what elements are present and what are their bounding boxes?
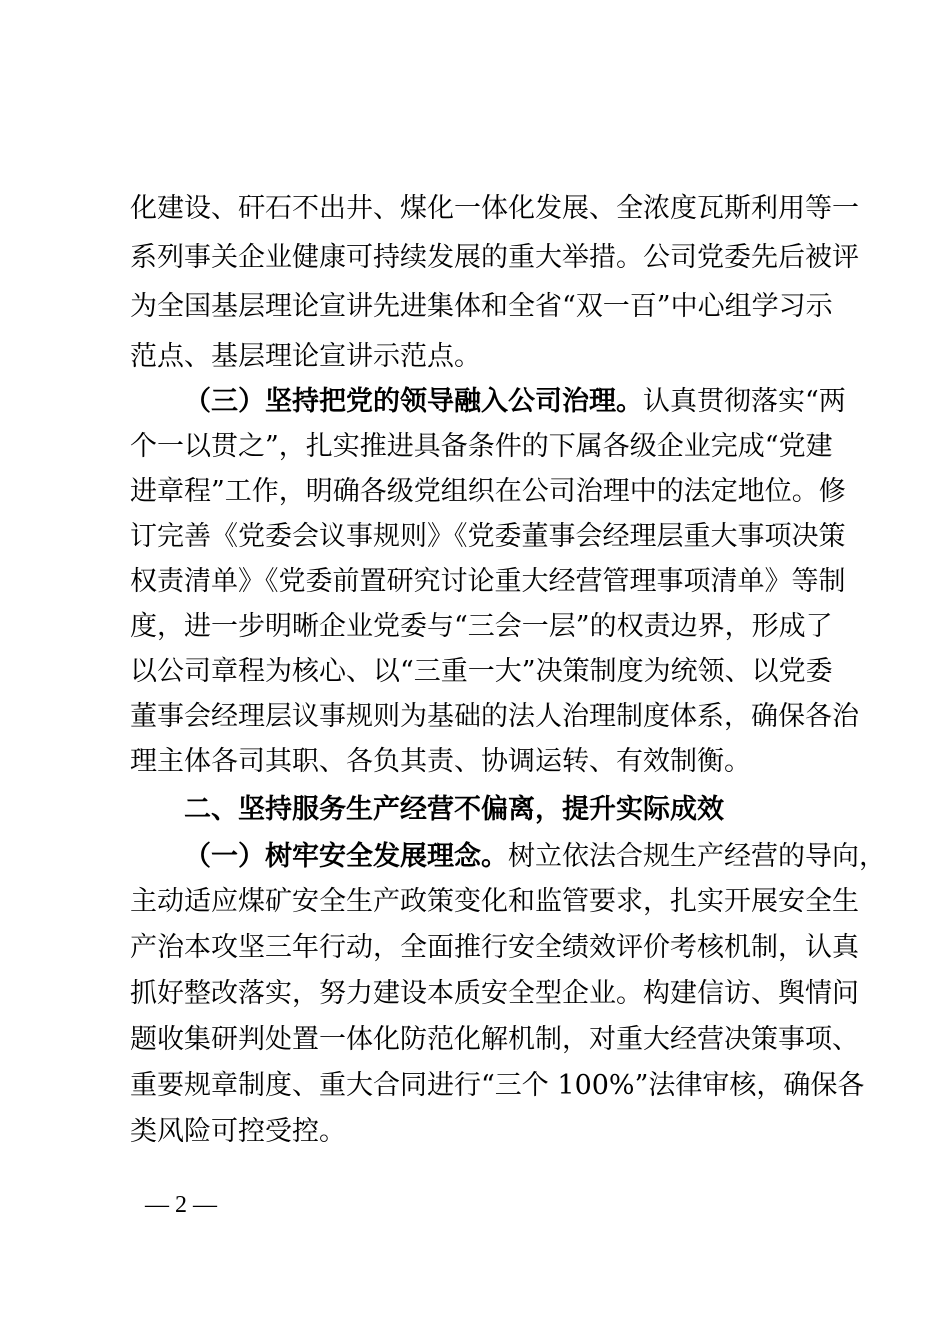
paragraph-line: 题收集研判处置一体化防范化解机制，对重大经营决策事项、: [130, 1024, 859, 1055]
paragraph-line: 系列事关企业健康可持续发展的重大举措。公司党委先后被评: [130, 242, 859, 273]
paragraph-line: 化建设、矸石不出井、煤化一体化发展、全浓度瓦斯利用等一: [130, 193, 859, 224]
paragraph-line: 产治本攻坚三年行动，全面推行安全绩效评价考核机制，认真: [130, 932, 859, 963]
paragraph-line: 个一以贯之”，扎实推进具备条件的下属各级企业完成“党建: [130, 431, 833, 462]
paragraph-line: 主动适应煤矿安全生产政策变化和监管要求，扎实开展安全生: [130, 886, 859, 917]
section-three-first-line-rest: 认真贯彻落实“两: [643, 386, 846, 417]
section-one-first-line-rest: 树立依法合规生产经营的导向，: [508, 841, 886, 872]
paragraph-line: 范点、基层理论宣讲示范点。: [130, 341, 481, 372]
paragraph-line: 进章程”工作，明确各级党组织在公司治理中的法定地位。修: [130, 476, 846, 507]
section-heading: 二、坚持服务生产经营不偏离，提升实际成效: [184, 794, 724, 825]
paragraph-line: 抓好整改落实，努力建设本质安全型企业。构建信访、舆情问: [130, 978, 859, 1009]
paragraph-line: 订完善《党委会议事规则》《党委董事会经理层重大事项决策: [130, 521, 846, 552]
paragraph-line: 权责清单》《党委前置研究讨论重大经营管理事项清单》等制: [130, 566, 846, 597]
paragraph-line: 为全国基层理论宣讲先进集体和全省“双一百”中心组学习示: [130, 291, 833, 322]
paragraph-line: 理主体各司其职、各负其责、协调运转、有效制衡。: [130, 746, 751, 777]
paragraph-line: 类风险可控受控。: [130, 1116, 346, 1147]
paragraph-line: 度，进一步明晰企业党委与“三会一层”的权责边界，形成了: [130, 611, 833, 642]
paragraph-line: 董事会经理层议事规则为基础的法人治理制度体系，确保各治: [130, 701, 859, 732]
section-three-lead: （三）坚持把党的领导融入公司治理。: [184, 386, 643, 417]
paragraph-line: 以公司章程为核心、以“三重一大”决策制度为统领、以党委: [130, 656, 833, 687]
section-three-first-line: [184, 385, 846, 419]
paragraph-line: 重要规章制度、重大合同进行“三个 100%”法律审核，确保各: [130, 1070, 865, 1101]
section-one-lead: （一）树牢安全发展理念。: [184, 841, 508, 872]
page-number: — 2 —: [145, 1192, 217, 1218]
section-one-first-line: [184, 840, 886, 874]
